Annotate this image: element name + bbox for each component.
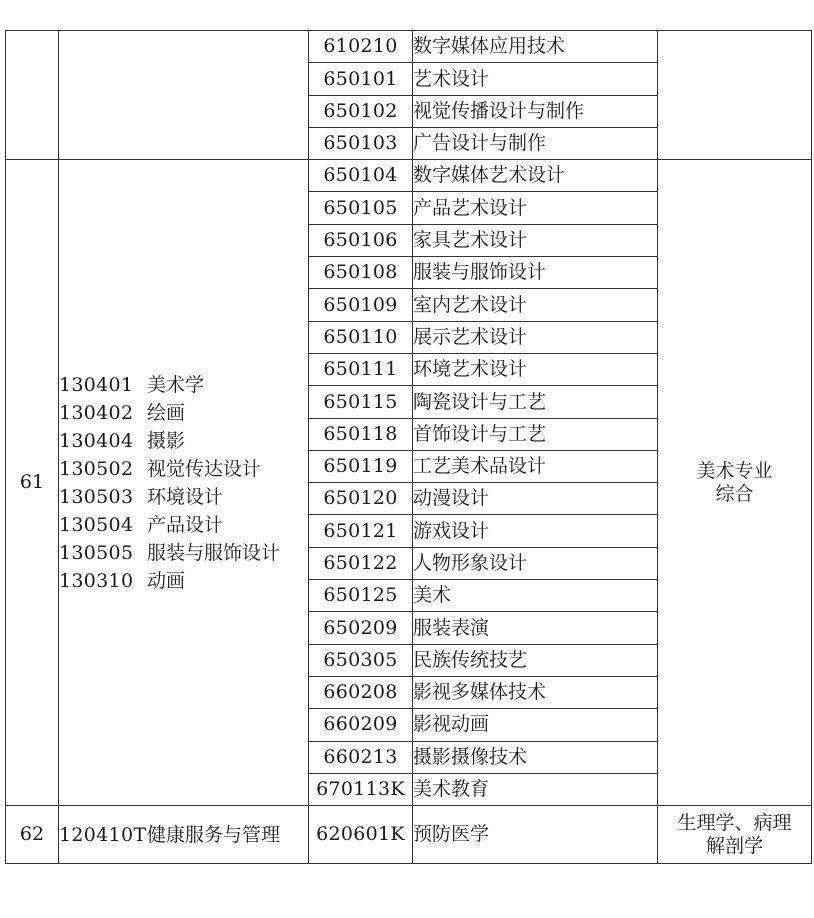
vocational-major-code: 620601K [309,806,413,864]
bachelor-major-code: 130502 [59,457,134,480]
exam-subjects-cell [658,806,812,864]
table-row [6,806,812,864]
exam-subject-line: 生理学、病理 [677,811,792,834]
bachelor-major-code: 130504 [59,513,134,536]
vocational-major-name: 预防医学 [413,806,658,864]
sequence-number-cell [6,31,59,160]
bachelor-major-item [59,821,308,849]
exam-subjects-cell [658,31,812,160]
vocational-major-name: 人物形象设计 [413,547,658,579]
bachelor-major-name: 环境设计 [147,485,224,508]
vocational-major-name: 展示艺术设计 [413,321,658,353]
vocational-major-name: 影视多媒体技术 [413,676,658,708]
vocational-major-code: 670113K [309,773,413,805]
bachelor-majors-cell [59,31,309,160]
vocational-major-code: 650121 [309,515,413,547]
exam-subject-line: 美术专业 [696,459,773,482]
vocational-major-name: 数字媒体艺术设计 [413,160,658,192]
vocational-major-name: 影视动画 [413,709,658,741]
vocational-major-name: 民族传统技艺 [413,644,658,676]
vocational-major-code: 660209 [309,709,413,741]
vocational-major-name: 服装表演 [413,612,658,644]
vocational-major-code: 650108 [309,257,413,289]
major-mapping-table [5,30,812,864]
vocational-major-code: 650103 [309,127,413,159]
bachelor-major-item [59,371,308,399]
vocational-major-name: 动漫设计 [413,483,658,515]
bachelor-major-name: 服装与服饰设计 [147,541,281,564]
bachelor-major-code: 130505 [59,541,134,564]
bachelor-major-code: 130402 [59,401,134,424]
vocational-major-name: 美术教育 [413,773,658,805]
vocational-major-name: 陶瓷设计与工艺 [413,386,658,418]
vocational-major-name: 产品艺术设计 [413,192,658,224]
vocational-major-code: 650110 [309,321,413,353]
vocational-major-code: 650122 [309,547,413,579]
vocational-major-code: 650104 [309,160,413,192]
bachelor-major-code: 120410T [59,823,147,846]
vocational-major-code: 650109 [309,289,413,321]
table-row [6,31,812,63]
vocational-major-name: 艺术设计 [413,63,658,95]
vocational-major-code: 650125 [309,580,413,612]
bachelor-major-name: 绘画 [147,401,186,424]
bachelor-major-item [59,399,308,427]
bachelor-majors-cell [59,160,309,806]
vocational-major-code: 650119 [309,450,413,482]
bachelor-major-item [59,483,308,511]
vocational-major-code: 650115 [309,386,413,418]
vocational-major-code: 650102 [309,95,413,127]
table-body [6,31,812,864]
exam-subject-line: 综合 [715,482,754,505]
bachelor-major-item [59,539,308,567]
vocational-major-name: 家具艺术设计 [413,224,658,256]
vocational-major-code: 650106 [309,224,413,256]
vocational-major-code: 650118 [309,418,413,450]
bachelor-major-item [59,455,308,483]
vocational-major-name: 室内艺术设计 [413,289,658,321]
bachelor-majors-cell [59,806,309,864]
sequence-number-cell: 62 [6,806,59,864]
vocational-major-name: 美术 [413,580,658,612]
vocational-major-code: 650209 [309,612,413,644]
table-row [6,160,812,192]
sequence-number-cell: 61 [6,160,59,806]
bachelor-major-name: 美术学 [147,373,205,396]
bachelor-major-name: 健康服务与管理 [147,823,281,846]
bachelor-major-code: 130310 [59,569,134,592]
vocational-major-code: 650120 [309,483,413,515]
exam-subject-line: 解剖学 [705,834,763,857]
bachelor-major-item [59,427,308,455]
vocational-major-name: 数字媒体应用技术 [413,31,658,63]
bachelor-major-code: 130404 [59,429,134,452]
vocational-major-name: 摄影摄像技术 [413,741,658,773]
vocational-major-name: 环境艺术设计 [413,353,658,385]
bachelor-major-code: 130401 [59,373,134,396]
vocational-major-code: 610210 [309,31,413,63]
bachelor-major-item [59,511,308,539]
bachelor-major-name: 产品设计 [147,513,224,536]
vocational-major-name: 工艺美术品设计 [413,450,658,482]
vocational-major-name: 广告设计与制作 [413,127,658,159]
vocational-major-code: 650101 [309,63,413,95]
vocational-major-name: 视觉传播设计与制作 [413,95,658,127]
bachelor-major-item [59,567,308,595]
vocational-major-name: 游戏设计 [413,515,658,547]
bachelor-major-name: 动画 [147,569,186,592]
vocational-major-name: 首饰设计与工艺 [413,418,658,450]
vocational-major-code: 650305 [309,644,413,676]
vocational-major-code: 650105 [309,192,413,224]
vocational-major-code: 650111 [309,353,413,385]
bachelor-major-name: 视觉传达设计 [147,457,262,480]
bachelor-major-name: 摄影 [147,429,186,452]
vocational-major-name: 服装与服饰设计 [413,257,658,289]
vocational-major-code: 660208 [309,676,413,708]
bachelor-major-code: 130503 [59,485,134,508]
exam-subjects-cell [658,160,812,806]
vocational-major-code: 660213 [309,741,413,773]
